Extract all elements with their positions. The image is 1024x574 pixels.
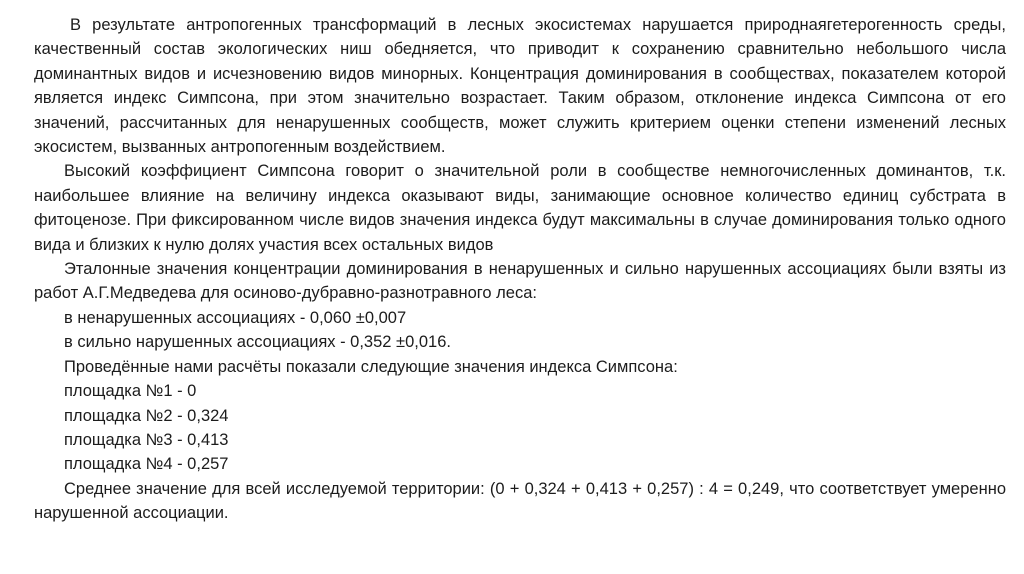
paragraph-anthropogenic-transformation: В результате антропогенных трансформаций в лесных экосистемах нарушается природнаягетерогенность среды, качественный состав экологических ниш обедняется, что приводит к сохранению сравнительно небольшого числа доминантных видов и исчезновению видов минорных. Концентрация доминирования в сообществах, показателем которой является индекс Симпсона, при этом значительно возрастает. Таким образом, отклонение индекса Симпсона от его значений, рассчитанных для ненарушенных сообществ, может служить критерием оценки степени изменений лесных экосистем, вызванных антропогенным воздействием. [34,16,1006,157]
results-intro: Проведённые нами расчёты показали следующие значения индекса Симпсона: [64,357,678,376]
plot-1-value: площадка №1 - 0 [64,382,197,401]
document-body [34,13,1006,526]
reference-value-undisturbed: в ненарушенных ассоциациях - 0,060 ±0,007 [64,308,407,327]
reference-value-heavily-disturbed: в сильно нарушенных ассоциациях - 0,352 ±0,016. [64,333,451,352]
paragraph-simpson-coefficient: Высокий коэффициент Симпсона говорит о значительной роли в сообществе немногочисленных доминантов, т.к. наибольшее влияние на величину индекса оказывают виды, занимающие основное количество единиц субстрата в фитоценозе. При фиксированном числе видов значения индекса будут максимальны в случае доминирования только одного вида и близких к нулю долях участия всех остальных видов [34,162,1006,254]
plot-3-value: площадка №3 - 0,413 [64,430,229,449]
plot-2-value: площадка №2 - 0,324 [64,406,229,425]
plot-4-value: площадка №4 - 0,257 [64,455,229,474]
paragraph-reference-values-intro: Эталонные значения концентрации доминирования в ненарушенных и сильно нарушенных ассоциациях были взяты из работ А.Г.Медведева для осиново-дубравно-разнотравного леса: [34,260,1006,303]
paragraph-conclusion: Среднее значение для всей исследуемой территории: (0 + 0,324 + 0,413 + 0,257) : 4 = 0,249, что соответствует умеренно нарушенной ассоциации. [34,479,1006,523]
